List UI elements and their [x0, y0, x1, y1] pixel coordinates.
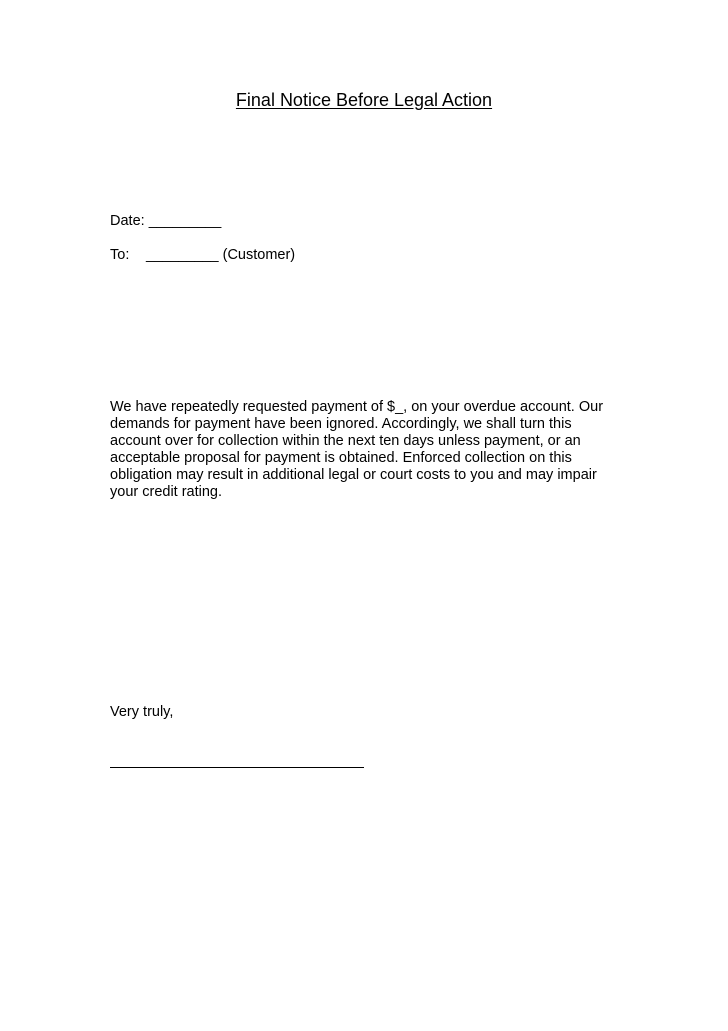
- body-line: account over for collection within the next ten days unless payment, or an: [110, 433, 581, 449]
- to-suffix: (Customer): [222, 247, 296, 263]
- to-label: To:: [110, 247, 130, 263]
- body-line: demands for payment have been ignored. Accordingly, we shall turn this: [110, 416, 572, 432]
- letter-body: [110, 399, 620, 501]
- document-title: Final Notice Before Legal Action: [235, 90, 493, 110]
- body-line: acceptable proposal for payment is obtained. Enforced collection on this: [110, 450, 572, 466]
- to-blank: _________: [146, 247, 219, 263]
- body-line: your credit rating.: [110, 484, 223, 500]
- closing-text: Very truly,: [110, 704, 174, 720]
- body-line: obligation may result in additional legal or court costs to you and may impair: [110, 467, 597, 483]
- date-field: [110, 212, 221, 230]
- date-blank: _________: [148, 213, 222, 229]
- signature-line: [110, 767, 364, 768]
- recipient-field: [110, 246, 295, 264]
- date-label: Date:: [110, 213, 145, 229]
- body-line: We have repeatedly requested payment of $_, on your overdue account. Our: [110, 399, 604, 415]
